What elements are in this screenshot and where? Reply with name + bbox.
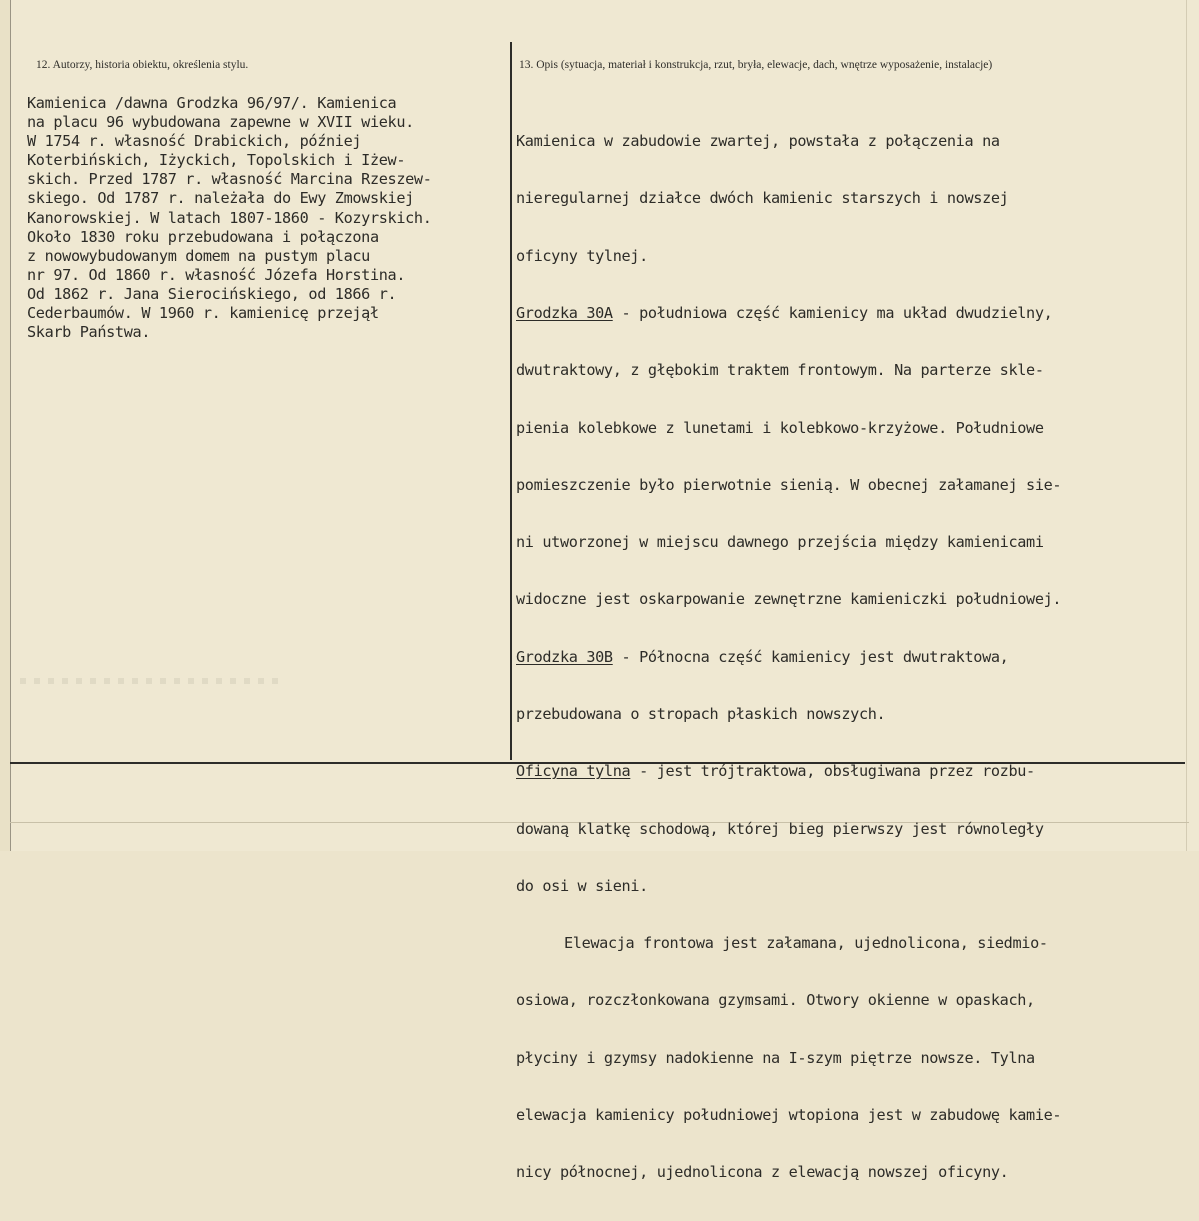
description-line: elewacja kamienicy południowej wtopiona jest w zabudowę kamie- <box>516 1105 1062 1124</box>
description-fragment: - jest trójtraktowa, obsługiwana przez rozbu- <box>630 762 1035 781</box>
description-line <box>516 762 1184 781</box>
paper-smudge <box>20 678 280 684</box>
description-line: oficyny tylnej. <box>516 246 648 265</box>
description-line: osiowa, rozczłonkowana gzymsami. Otwory okienne w opaskach, <box>516 991 1035 1010</box>
history-text <box>27 94 505 342</box>
description-line: Kamienica w zabudowie zwartej, powstała z połączenia na <box>516 132 1000 151</box>
description-text <box>516 94 1184 1221</box>
description-line: do osi w sieni. <box>516 876 648 895</box>
description-fragment: - Północna część kamienicy jest dwutraktowa, <box>612 647 1009 666</box>
description-line: nieregularnej działce dwóch kamienic starszych i nowszej <box>516 189 1009 208</box>
history-line: z nowowybudowanym domem na pustym placu <box>27 246 370 265</box>
description-line: płyciny i gzymsy nadokienne na I-szym piętrze nowsze. Tylna <box>516 1048 1035 1067</box>
card-right-edge <box>1186 0 1187 851</box>
description-line: widoczne jest oskarpowanie zewnętrzne kamieniczki południowej. <box>516 590 1062 609</box>
history-line: nr 97. Od 1860 r. własność Józefa Horstina. <box>27 265 406 284</box>
history-line: Cederbaumów. W 1960 r. kamienicę przejął <box>27 304 379 323</box>
description-line: dwutraktowy, z głębokim traktem frontowym. Na parterze skle- <box>516 361 1044 380</box>
history-line: Koterbińskich, Iżyckich, Topolskich i Iżew- <box>27 151 406 170</box>
description-line: przebudowana o stropach płaskich nowszych. <box>516 705 886 723</box>
history-line: W 1754 r. własność Drabickich, później <box>27 132 362 151</box>
history-line: Kamienica /dawna Grodzka 96/97/. Kamienica <box>27 94 397 112</box>
description-line: ni utworzonej w miejscu dawnego przejścia między kamienicami <box>516 533 1044 552</box>
section-label-oficyna: Oficyna tylna <box>516 762 631 781</box>
section-label-30a: Grodzka 30A <box>516 304 613 323</box>
field-12-header: 12. Autorzy, historia obiektu, określenia stylu. <box>36 59 249 71</box>
description-line: dowaną klatkę schodową, której bieg pierwszy jest równoległy <box>516 819 1044 838</box>
field-13-header: 13. Opis (sytuacja, materiał i konstrukcja, rzut, bryła, elewacje, dach, wnętrze wyposażenie, instalacje) <box>519 59 993 71</box>
description-line: pienia kolebkowe z lunetami i kolebkowo-krzyżowe. Południowe <box>516 418 1044 437</box>
history-line: Kanorowskiej. W latach 1807-1860 - Kozyrskich. <box>27 208 432 227</box>
description-fragment: - południowa część kamienicy ma układ dwudzielny, <box>612 304 1053 323</box>
column-divider <box>510 42 512 760</box>
description-line <box>516 304 1184 323</box>
description-line <box>516 648 1184 667</box>
history-line: Około 1830 roku przebudowana i połączona <box>27 227 379 246</box>
history-line: na placu 96 wybudowana zapewne w XVII wieku. <box>27 113 414 132</box>
history-line: skiego. Od 1787 r. należała do Ewy Zmowskiej <box>27 189 414 208</box>
section-label-30b: Grodzka 30B <box>516 647 613 666</box>
description-line: nicy północnej, ujednolicona z elewacją nowszej oficyny. <box>516 1163 1009 1182</box>
history-line: Od 1862 r. Jana Sierocińskiego, od 1866 r. <box>27 284 397 303</box>
history-line: Skarb Państwa. <box>27 323 151 342</box>
description-line: Elewacja frontowa jest załamana, ujednolicona, siedmio- <box>564 934 1048 953</box>
history-line: skich. Przed 1787 r. własność Marcina Rzeszew- <box>27 170 432 189</box>
description-line: pomieszczenie było pierwotnie sienią. W obecnej załamanej sie- <box>516 475 1062 494</box>
card-left-edge <box>0 0 11 851</box>
